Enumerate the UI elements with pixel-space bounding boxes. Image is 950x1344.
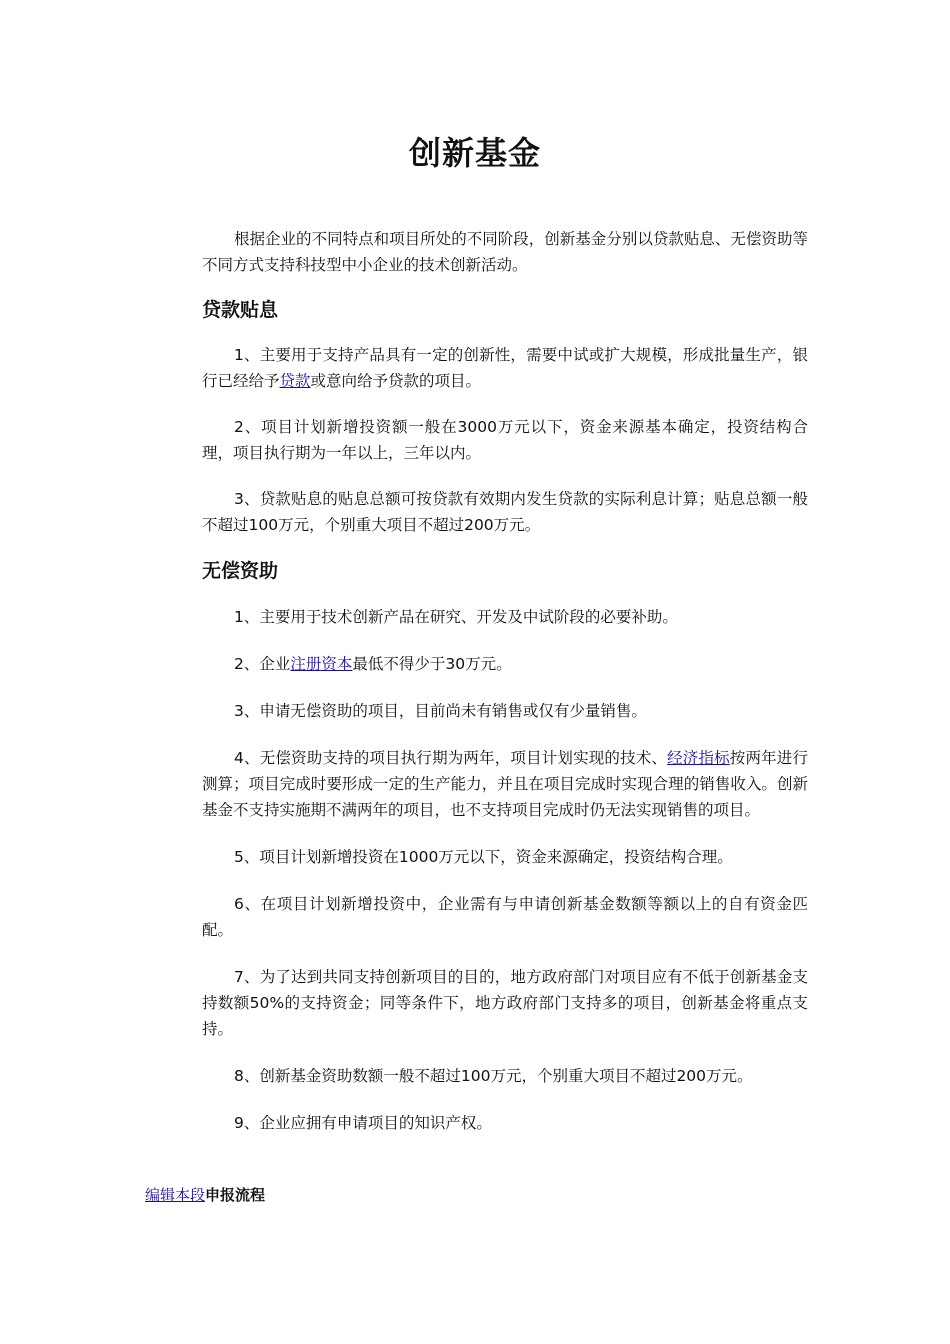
loan-item-3: 3、贷款贴息的贴息总额可按贷款有效期内发生贷款的实际利息计算；贴息总额一般不超过100万元，个别重大项目不超过200万元。: [202, 490, 808, 534]
loan-item-2: 2、项目计划新增投资额一般在3000万元以下，资金来源基本确定，投资结构合理，项目执行期为一年以上，三年以内。: [202, 418, 808, 462]
grant-item-2-text-a: 2、企业: [234, 655, 291, 673]
registered-capital-link[interactable]: 注册资本: [290, 655, 353, 673]
economic-indicator-link[interactable]: 经济指标: [667, 749, 730, 767]
grant-item-7: 7、为了达到共同支持创新项目的目的，地方政府部门对项目应有不低于创新基金支持数额50%的支持资金；同等条件下，地方政府部门支持多的项目，创新基金将重点支持。: [202, 968, 808, 1038]
grant-item-9: 9、企业应拥有申请项目的知识产权。: [234, 1114, 492, 1132]
loan-item-1: [202, 342, 808, 394]
grant-item-8: 8、创新基金资助数额一般不超过100万元，个别重大项目不超过200万元。: [234, 1067, 753, 1085]
grant-item-1: 1、主要用于技术创新产品在研究、开发及中试阶段的必要补助。: [234, 608, 678, 626]
section-heading-loan: 贷款贴息: [202, 299, 279, 321]
loan-item-1-text-a: 1、主要用于支持产品具有一定的创新性，需要中试或扩大规模，形成批量生产，银行已经给予: [202, 346, 808, 390]
grant-item-4-text-a: 4、无偿资助支持的项目执行期为两年，项目计划实现的技术、: [234, 749, 668, 767]
grant-item-3: 3、申请无偿资助的项目，目前尚未有销售或仅有少量销售。: [234, 702, 647, 720]
edit-section-link[interactable]: 编辑本段: [145, 1186, 206, 1204]
grant-item-6: 6、在项目计划新增投资中，企业需有与申请创新基金数额等额以上的自有资金匹配。: [202, 895, 808, 939]
grant-item-2: [202, 651, 808, 677]
section-heading-grant: 无偿资助: [202, 560, 279, 582]
grant-item-2-text-b: 最低不得少于30万元。: [352, 655, 512, 673]
intro-paragraph: 根据企业的不同特点和项目所处的不同阶段，创新基金分别以贷款贴息、无偿资助等不同方式支持科技型中小企业的技术创新活动。: [202, 230, 808, 274]
footer-section: [145, 1184, 265, 1206]
loan-link[interactable]: 贷款: [279, 372, 311, 390]
grant-item-5: 5、项目计划新增投资在1000万元以下，资金来源确定，投资结构合理。: [234, 848, 733, 866]
document-title: 创新基金: [408, 134, 541, 172]
grant-item-4-text-b: 按两年进行测算；项目完成时要形成一定的生产能力，并且在项目完成时实现合理的销售收入。创新基金不支持实施期不满两年的项目，也不支持项目完成时仍无法实现销售的项目。: [202, 749, 808, 819]
loan-item-1-text-b: 或意向给予贷款的项目。: [310, 372, 482, 390]
application-process-heading: 申报流程: [205, 1186, 266, 1204]
grant-item-4: [202, 745, 808, 823]
document-body: [202, 226, 808, 1136]
